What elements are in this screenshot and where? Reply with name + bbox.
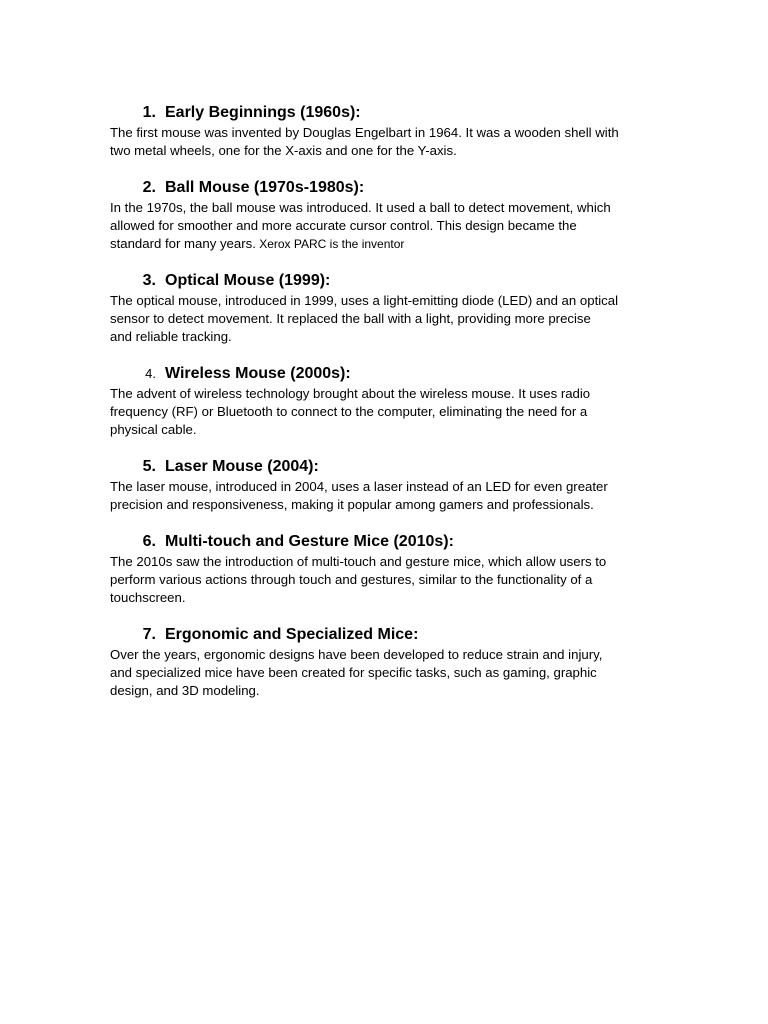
paragraph-line: standard for many years. bbox=[110, 236, 256, 251]
paragraph-line: touchscreen. bbox=[110, 590, 186, 605]
paragraph-line: The 2010s saw the introduction of multi-touch and gesture mice, which allow users to bbox=[110, 554, 607, 569]
section-ergonomic bbox=[110, 624, 670, 700]
section-heading bbox=[110, 531, 670, 553]
section-paragraph bbox=[110, 646, 670, 700]
paragraph-line: and reliable tracking. bbox=[110, 329, 232, 344]
section-heading bbox=[110, 624, 670, 646]
list-number: 6. bbox=[142, 533, 156, 550]
section-heading bbox=[110, 177, 670, 199]
section-paragraph bbox=[110, 478, 670, 514]
paragraph-line: frequency (RF) or Bluetooth to connect to the computer, eliminating the need for a bbox=[110, 404, 588, 419]
section-title: Early Beginnings (1960s): bbox=[165, 104, 361, 121]
section-title: Wireless Mouse (2000s): bbox=[165, 365, 351, 382]
paragraph-line-with-tail bbox=[110, 235, 670, 253]
list-number: 2. bbox=[142, 179, 156, 196]
section-paragraph bbox=[110, 553, 670, 607]
section-heading bbox=[110, 363, 670, 385]
section-title: Optical Mouse (1999): bbox=[165, 272, 331, 289]
list-number: 7. bbox=[142, 626, 156, 643]
list-number: 5. bbox=[142, 458, 156, 475]
section-multi-touch bbox=[110, 531, 670, 607]
paragraph-line: and specialized mice have been created for specific tasks, such as gaming, graphic bbox=[110, 665, 597, 680]
list-number: 4. bbox=[145, 366, 156, 381]
section-title: Ergonomic and Specialized Mice: bbox=[165, 626, 419, 643]
list-number: 3. bbox=[142, 272, 156, 289]
paragraph-line: allowed for smoother and more accurate cursor control. This design became the bbox=[110, 218, 577, 233]
document-body bbox=[110, 102, 670, 717]
section-paragraph bbox=[110, 124, 670, 160]
section-title: Laser Mouse (2004): bbox=[165, 458, 319, 475]
section-title: Multi-touch and Gesture Mice (2010s): bbox=[165, 533, 454, 550]
paragraph-line: In the 1970s, the ball mouse was introduced. It used a ball to detect movement, which bbox=[110, 200, 611, 215]
paragraph-tail-note: Xerox PARC is the inventor bbox=[255, 237, 405, 251]
paragraph-line: sensor to detect movement. It replaced the ball with a light, providing more precise bbox=[110, 311, 591, 326]
section-heading bbox=[110, 102, 670, 124]
paragraph-line: The optical mouse, introduced in 1999, uses a light-emitting diode (LED) and an optical bbox=[110, 293, 619, 308]
section-early-beginnings bbox=[110, 102, 670, 160]
section-paragraph bbox=[110, 292, 670, 346]
section-heading bbox=[110, 456, 670, 478]
section-paragraph bbox=[110, 199, 670, 253]
section-heading bbox=[110, 270, 670, 292]
paragraph-line: physical cable. bbox=[110, 422, 197, 437]
section-paragraph bbox=[110, 385, 670, 439]
section-ball-mouse bbox=[110, 177, 670, 253]
section-optical-mouse bbox=[110, 270, 670, 346]
paragraph-line: The first mouse was invented by Douglas Engelbart in 1964. It was a wooden shell with bbox=[110, 125, 619, 140]
paragraph-line: Over the years, ergonomic designs have been developed to reduce strain and injury, bbox=[110, 647, 603, 662]
paragraph-line: perform various actions through touch and gestures, similar to the functionality of a bbox=[110, 572, 593, 587]
list-number: 1. bbox=[142, 104, 156, 121]
paragraph-line: The laser mouse, introduced in 2004, uses a laser instead of an LED for even greater bbox=[110, 479, 608, 494]
paragraph-line: design, and 3D modeling. bbox=[110, 683, 260, 698]
paragraph-line: The advent of wireless technology brought about the wireless mouse. It uses radio bbox=[110, 386, 591, 401]
section-title: Ball Mouse (1970s-1980s): bbox=[165, 179, 365, 196]
paragraph-line: two metal wheels, one for the X-axis and one for the Y-axis. bbox=[110, 143, 457, 158]
section-wireless-mouse bbox=[110, 363, 670, 439]
paragraph-line: precision and responsiveness, making it popular among gamers and professionals. bbox=[110, 497, 594, 512]
section-laser-mouse bbox=[110, 456, 670, 514]
